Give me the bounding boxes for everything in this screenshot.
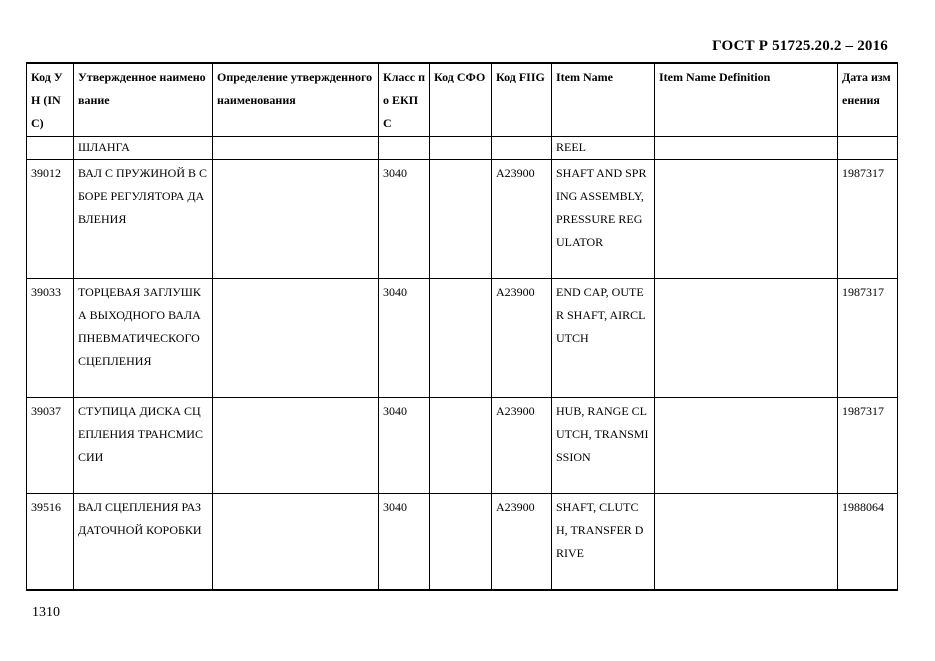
column-header-item-name-definition: Item Name Definition (655, 63, 838, 137)
cell-name-definition (213, 160, 379, 279)
table-row-continuation (27, 137, 898, 160)
column-header-fiig: Код FIIG (492, 63, 552, 137)
cell-sfo (430, 494, 492, 591)
cell-name-definition (213, 279, 379, 398)
cell-fiig: A23900 (492, 398, 552, 494)
cell-item-name: END CAP, OUTER SHAFT, AIRCLUTCH (552, 279, 655, 398)
cell-fiig (492, 137, 552, 160)
cell-class: 3040 (379, 279, 430, 398)
table-header-row (27, 63, 898, 137)
cell-change-date: 1987317 (838, 398, 898, 494)
page-number: 1310 (32, 605, 60, 620)
cell-item-name: REEL (552, 137, 655, 160)
cell-fiig: A23900 (492, 279, 552, 398)
cell-approved-name: ВАЛ СЦЕПЛЕНИЯ РАЗДАТОЧНОЙ КОРОБКИ (74, 494, 213, 591)
cell-item-name: SHAFT AND SPRING ASSEMBLY, PRESSURE REGULATOR (552, 160, 655, 279)
cell-item-name-definition (655, 279, 838, 398)
document-title: ГОСТ Р 51725.20.2 – 2016 (712, 38, 888, 54)
cell-approved-name: СТУПИЦА ДИСКА СЦЕПЛЕНИЯ ТРАНСМИССИИ (74, 398, 213, 494)
cell-class (379, 137, 430, 160)
cell-inc: 39037 (27, 398, 74, 494)
cell-fiig: A23900 (492, 494, 552, 591)
cell-approved-name: ТОРЦЕВАЯ ЗАГЛУШКА ВЫХОДНОГО ВАЛА ПНЕВМАТИЧЕСКОГО СЦЕПЛЕНИЯ (74, 279, 213, 398)
cell-change-date: 1987317 (838, 279, 898, 398)
cell-name-definition (213, 398, 379, 494)
cell-sfo (430, 279, 492, 398)
cell-change-date: 1988064 (838, 494, 898, 591)
column-header-class: Класс по ЕКПС (379, 63, 430, 137)
table-row (27, 398, 898, 494)
cell-change-date (838, 137, 898, 160)
cell-inc: 39033 (27, 279, 74, 398)
cell-inc (27, 137, 74, 160)
cell-approved-name: ВАЛ С ПРУЖИНОЙ В СБОРЕ РЕГУЛЯТОРА ДАВЛЕНИЯ (74, 160, 213, 279)
cell-class: 3040 (379, 398, 430, 494)
column-header-sfo: Код СФО (430, 63, 492, 137)
cell-sfo (430, 137, 492, 160)
cell-approved-name: ШЛАНГА (74, 137, 213, 160)
cell-change-date: 1987317 (838, 160, 898, 279)
cell-inc: 39516 (27, 494, 74, 591)
table-row (27, 160, 898, 279)
cell-name-definition (213, 494, 379, 591)
cell-item-name-definition (655, 398, 838, 494)
cell-sfo (430, 398, 492, 494)
cell-class: 3040 (379, 160, 430, 279)
cell-class: 3040 (379, 494, 430, 591)
cell-inc: 39012 (27, 160, 74, 279)
cell-item-name: SHAFT, CLUTCH, TRANSFER DRIVE (552, 494, 655, 591)
cell-fiig: A23900 (492, 160, 552, 279)
column-header-name-definition: Определение утвержденного наименования (213, 63, 379, 137)
cell-item-name: HUB, RANGE CLUTCH, TRANSMISSION (552, 398, 655, 494)
cell-item-name-definition (655, 160, 838, 279)
column-header-change-date: Дата изменения (838, 63, 898, 137)
column-header-item-name: Item Name (552, 63, 655, 137)
cell-sfo (430, 160, 492, 279)
cell-item-name-definition (655, 494, 838, 591)
table-row (27, 279, 898, 398)
cell-name-definition (213, 137, 379, 160)
catalog-table (26, 62, 898, 591)
table-row (27, 494, 898, 591)
column-header-inc: Код УН (INC) (27, 63, 74, 137)
column-header-approved-name: Утвержденное наименование (74, 63, 213, 137)
cell-item-name-definition (655, 137, 838, 160)
